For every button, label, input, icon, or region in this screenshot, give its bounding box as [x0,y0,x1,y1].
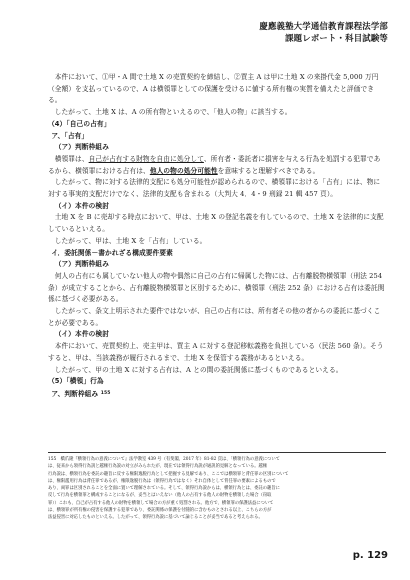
sub-subsection-heading: （イ）本件の検討 [54,330,109,339]
paragraph: したがって、土地 X は、A の所有物といえるので、「他人の物」に該当する。 [54,108,292,117]
header-university: 慶應義塾大学通信教育課程法学部 [259,21,388,31]
paragraph: 本件において、売買契約上、売主甲は、買主 A に対する登記移転義務を負担している（民法 560 条）。そうすると、甲は、当該義務が履行されるまで、土地 X を保管する義務があるといえる。 [48,342,384,362]
paragraph: 土地 X を B に売却する時点において、甲は、土地 X の登記名義を有しているので、土地 X を法律的に支配しているといえる。 [48,213,384,234]
paragraph: したがって、条文上明示された要件ではないが、自己の占有には、所有者その他の者からの委託に基づくことが必要である。 [48,307,381,327]
footnote-line: あり、両罪は区別されることを全面に置いて理解されている。そして、領得行為説からは、横領行為とは、委託の趣旨に [48,486,280,492]
footnote-ref[interactable]: 155 [100,390,111,396]
footnote-line: は、従来から領得行為説と越権行為説の対立がみられたが、現在では領得行為説が通説的見解となっている。越権 [48,464,268,470]
footnote-line: 行為説は、横領行為を委託の趣旨に反する権限逸脱行為として把握する見解であり、ここでは横領罪と背任罪の区別について [48,471,289,477]
paragraph: したがって、物に対する法律的支配にも処分可能性が認められるので、横領罪における「占有」には、物に対する事実的支配だけでなく、法律的支配も含まれる（大判大 4．4・9 刑録 21 輯 457 頁）。 [48,178,381,199]
paragraph: 何人の占有にも属していない他人の物や偶然に自己の占有に帰属した物には、占有離脱物横領罪（刑法 254 条）が成立することから、占有離脱物横領罪と区別するために、横領罪（刑法 252 条）における占有は委託関係に基づく必要がある。 [48,271,385,304]
paragraph: したがって、甲は、土地 X を「占有」している。 [54,236,207,245]
sub-subsection-heading: （ア）判断枠組み [54,143,109,152]
subsection-heading: ア、判断枠組み $^{155}$ [51,389,111,398]
footnote-divider [48,452,386,453]
underlined-text: 自己が占有する財物を自由に処分して [88,154,204,163]
footnote-line: 155 橋爪隆『横領行為の意義について』法学教室 439 号（有斐閣、2017 年）81-82 頁は、「横領行為の意義について [48,457,280,462]
footnote-line: 法益侵害に対応したものといえる。したがって、領得行為説に基づいて論じることが妥当であると考えられる。 [48,515,263,521]
footnote-line: 反して行為を横領罪と構成することになるが、妥当とはいえない（他人の占有する他人の財物を横領した場合（窃取 [48,493,272,499]
footnote [48,456,386,522]
header-course: 課題レポート・科目試験等 [285,33,388,43]
subsection-heading: ア、「占有」 [51,131,89,140]
section-heading: （5）「横領」行為 [48,377,104,386]
footnote-line: は、権限濫用行為は背任罪であるが、権限逸脱行為は（領得行為ではなく）それ自体として背任罪の要素によるもので [48,478,276,484]
emphasized-text: 他人の物の処分可能性 [149,166,218,175]
subsection-heading: イ．委託関係－書かれざる構成要件要素 [51,248,173,257]
page-number: p. 129 [352,550,388,561]
footnote-line: は、横領罪が所有権の侵害を保護する犯罪であり、委託関係の保護を付随的に含むものとされる以上、こちらの方が [48,508,272,514]
paragraph: 横領罪は、自己が占有する財物を自由に処分して、所有者・委託者に損害を与える行為を処罰する犯罪であるから、横領罪における占有は、他人の物の処分可能性を意味すると理解すべきである。 [48,154,381,175]
section-heading: （4）「自己の占有」 [48,119,111,128]
sub-subsection-heading: （ア）判断枠組み [54,260,109,269]
paragraph: したがって、甲の土地 X に対する占有は、A との間の委託関係に基づくものであるといえる。 [54,365,343,374]
sub-subsection-heading: （イ）本件の検討 [54,201,109,210]
main-text [48,72,386,401]
footnote-line: 罪））これも、自己が占有する他人の財物を横領して場合の方が重く処罰される。他方で、横領罪の保護法益について [48,500,274,506]
page-header [259,20,388,44]
paragraph: 本件において、①甲・A 間で土地 X の売買契約を締結し、②買主 A は甲に土地 X の来掛代金 5,000 万円（全額）を支払っているので、A は横領罪としての保護を受けるに値する所有権の実質を備えたと評価できる。 [48,73,379,105]
